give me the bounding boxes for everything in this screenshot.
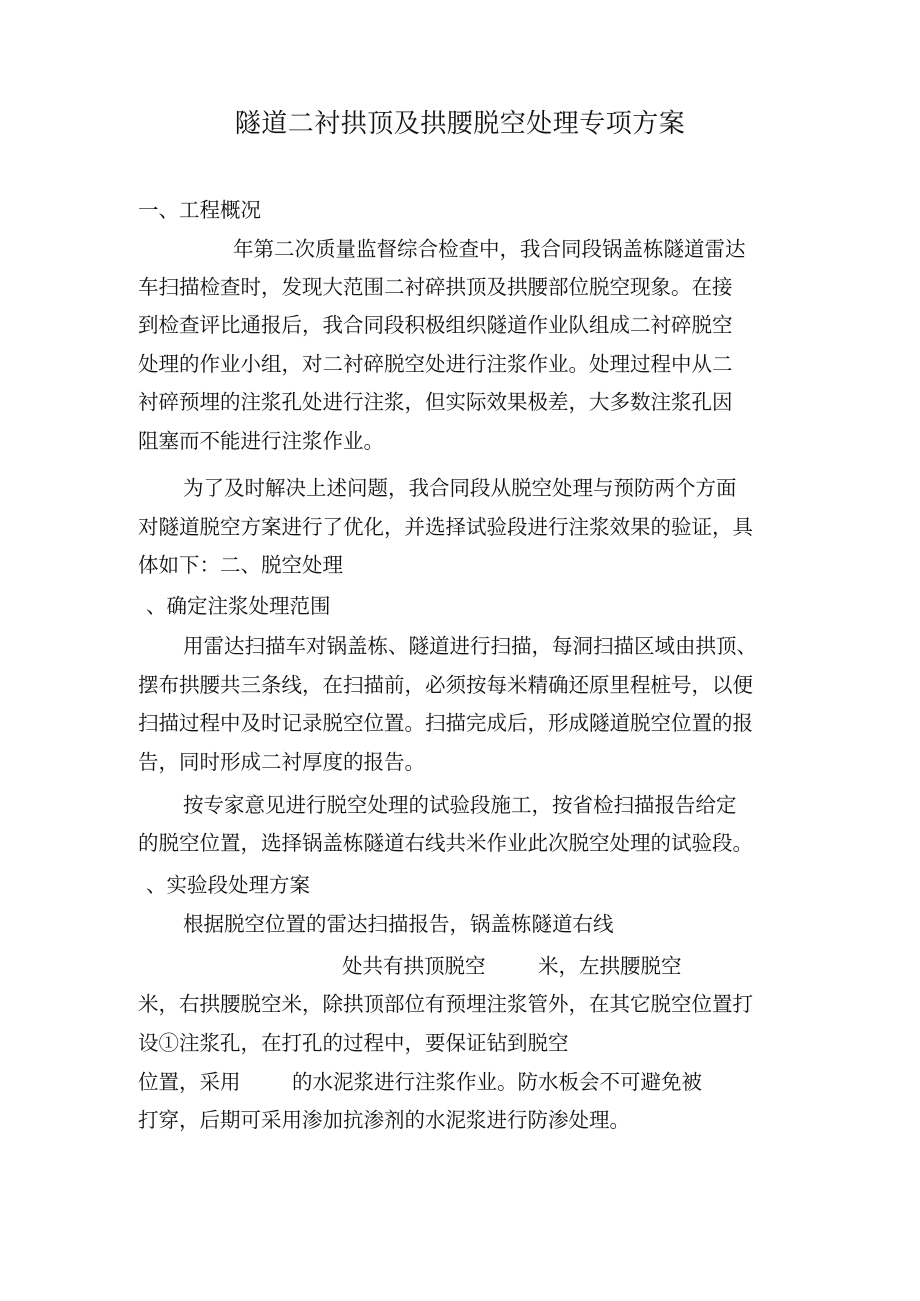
paragraph-line: 米，右拱腰脱空米，除拱顶部位有预埋注浆管外，在其它脱空位置打: [138, 992, 753, 1016]
paragraph-line: 的脱空位置，选择锅盖栋隧道右线共米作业此次脱空处理的试验段。: [138, 831, 753, 855]
paragraph-line: 扫描过程中及时记录脱空位置。扫描完成后，形成隧道脱空位置的报: [138, 711, 753, 735]
paragraph-line: 衬碎预埋的注浆孔处进行注浆，但实际效果极差，大多数注浆孔因: [138, 390, 733, 414]
paragraph-line: 处理的作业小组，对二衬碎脱空处进行注浆作业。处理过程中从二: [138, 352, 733, 376]
subsection-heading-scope: 、确定注浆处理范围: [146, 594, 331, 618]
paragraph-line: 位置，采用: [138, 1070, 241, 1094]
paragraph-line: 按专家意见进行脱空处理的试验段施工，按省检扫描报告给定: [183, 793, 737, 817]
paragraph-line: 为了及时解决上述问题，我合同段从脱空处理与预防两个方面: [183, 476, 737, 500]
paragraph-line: 摆布拱腰共三条线，在扫描前，必须按每米精确还原里程桩号，以便: [138, 673, 753, 697]
section-heading-overview: 一、工程概况: [138, 198, 261, 222]
paragraph-line: 打穿，后期可采用渗加抗渗剂的水泥浆进行防渗处理。: [138, 1108, 630, 1132]
paragraph-line: 告，同时形成二衬厚度的报告。: [138, 750, 425, 774]
paragraph-line: 年第二次质量监督综合检查中，我合同段锅盖栋隧道雷达: [233, 237, 746, 261]
paragraph-line: 车扫描检查时，发现大范围二衬碎拱顶及拱腰部位脱空现象。在接: [138, 275, 733, 299]
paragraph-line: 根据脱空位置的雷达扫描报告，锅盖栋隧道右线: [183, 912, 614, 936]
paragraph-line: 米，左拱腰脱空: [538, 954, 682, 978]
subsection-heading-trial: 、实验段处理方案: [146, 873, 310, 897]
paragraph-line: 体如下：二、脱空处理: [138, 553, 343, 577]
paragraph-line: 到检查评比通报后，我合同段积极组织隧道作业队组成二衬碎脱空: [138, 313, 733, 337]
paragraph-line: 的水泥浆进行注浆作业。防水板会不可避免被: [292, 1070, 702, 1094]
paragraph-line: 对隧道脱空方案进行了优化，并选择试验段进行注浆效果的验证，具: [138, 515, 753, 539]
paragraph-line: 设①注浆孔，在打孔的过程中，要保证钻到脱空: [138, 1031, 569, 1055]
document-title: 隧道二衬拱顶及拱腰脱空处理专项方案: [234, 109, 686, 139]
paragraph-line: 阻塞而不能进行注浆作业。: [138, 429, 384, 453]
paragraph-line: 用雷达扫描车对锅盖栋、隧道进行扫描，每洞扫描区域由拱顶、: [183, 634, 757, 658]
paragraph-line: 处共有拱顶脱空: [342, 954, 486, 978]
